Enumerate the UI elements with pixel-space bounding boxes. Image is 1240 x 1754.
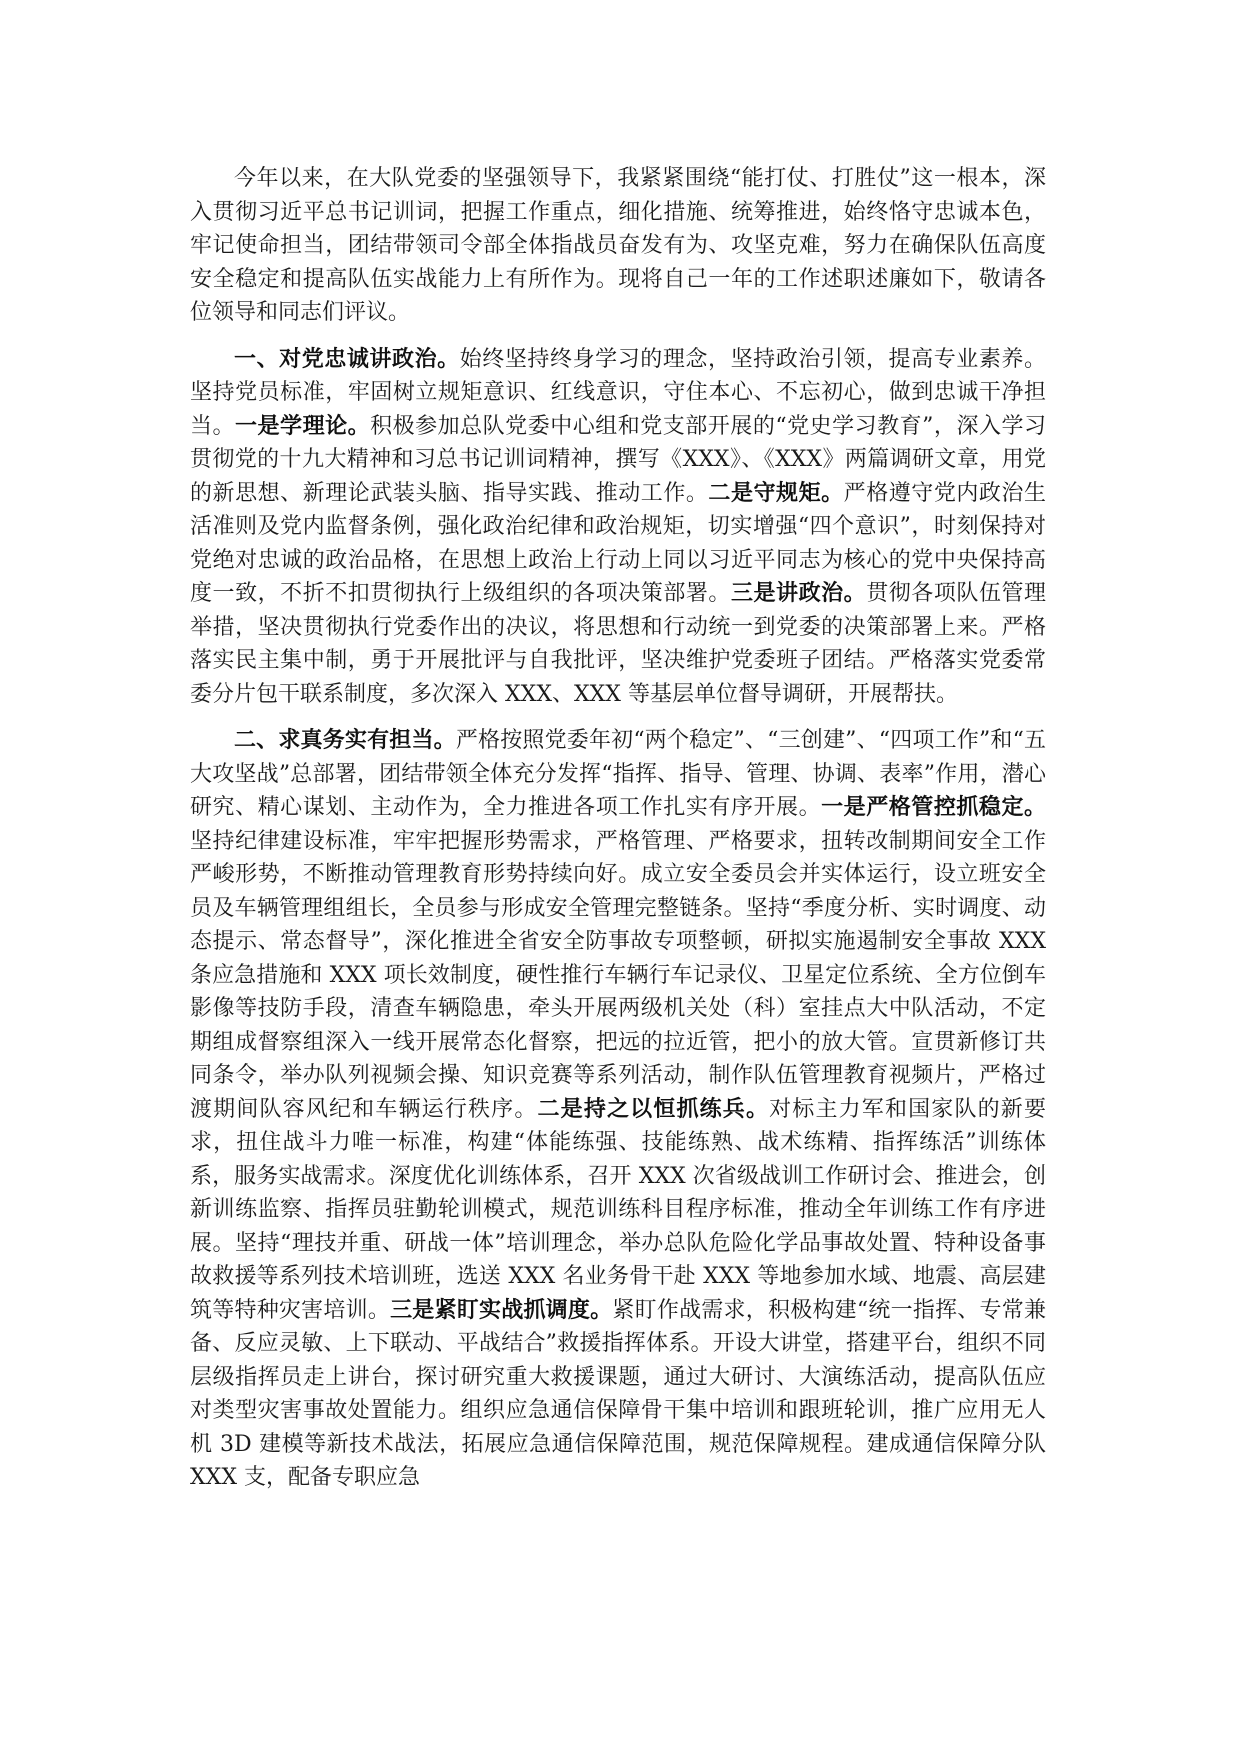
- paragraph-text: 坚持纪律建设标准，牢牢把握形势需求，严格管理、严格要求，扭转改制期间安全工作严峻形势，不断推动管理教育形势持续向好。成立安全委员会并实体运行，设立班安全员及车辆管理组组长，全员参与形成安全管理完整链条。坚持“季度分析、实时调度、动态提示、常态督导”，深化推进全省安全防事故专项整顿，研拟实施遏制安全事故 XXX 条应急措施和 XXX 项长效制度，硬性推行车辆行车记录仪、卫星定位系统、全方位倒车影像等技防手段，清查车辆隐患，牵头开展两级机关处（科）室挂点大中队活动，不定期组成督察组深入一线开展常态化督察，把远的拉近管，把小的放大管。宣贯新修订共同条令，举办队列视频会操、知识竞赛等系列活动，制作队伍管理教育视频片，严格过渡期间队容风纪和车辆运行秩序。: [190, 828, 1046, 1122]
- paragraph-text: 对标主力军和国家队的新要求，扭住战斗力唯一标准，构建“体能练强、技能练熟、战术练精、指挥练活”训练体系，服务实战需求。深度优化训练体系，召开 XXX 次省级战训工作研讨会、推进会，创新训练监察、指挥员驻勤轮训模式，规范训练科目程序标准，推动全年训练工作有序进展。坚持“理技并重、研战一体”培训理念，举办总队危险化学品事故处置、特种设备事故救援等系列技术培训班，选送 XXX 名业务骨干赴 XXX 等地参加水域、地震、高层建筑等特种灾害培训。: [190, 1096, 1046, 1323]
- document-body: [190, 162, 1046, 1508]
- paragraph-text: 严格遵守党内政治生活准则及党内监督条例，强化政治纪律和政治规矩，切实增强“四个意识”，时刻保持对党绝对忠诚的政治品格，在思想上政治上行动上同以习近平同志为核心的党中央保持高度一致，不折不扣贯彻执行上级组织的各项决策部署。: [190, 480, 1046, 606]
- section-heading: 一、对党忠诚讲政治。: [234, 345, 460, 372]
- paragraph-text: 积极参加总队党委中心组和党支部开展的“党史学习教育”，深入学习贯彻党的十九大精神和习总书记训词精神，撰写《XXX》、《XXX》两篇调研文章，用党的新思想、新理论武装头脑、指导实践、推动工作。: [190, 413, 1046, 506]
- sub-point-heading: 三是讲政治。: [730, 580, 867, 606]
- section-two-paragraph: [190, 724, 1046, 1495]
- intro-paragraph: [190, 162, 1046, 330]
- section-one-paragraph: [190, 343, 1046, 712]
- paragraph-text: 今年以来，在大队党委的坚强领导下，我紧紧围绕“能打仗、打胜仗”这一根本，深入贯彻习近平总书记训词，把握工作重点，细化措施、统筹推进，始终恪守忠诚本色，牢记使命担当，团结带领司令部全体指战员奋发有为、攻坚克难，努力在确保队伍高度安全稳定和提高队伍实战能力上有所作为。现将自己一年的工作述职述廉如下，敬请各位领导和同志们评议。: [190, 166, 1046, 325]
- section-heading: 二、求真务实有担当。: [234, 727, 456, 753]
- sub-point-heading: 二是守规矩。: [708, 479, 844, 506]
- sub-point-heading: 一是学理论。: [235, 412, 371, 439]
- paragraph-text: 紧盯作战需求，积极构建“统一指挥、专常兼备、反应灵敏、上下联动、平战结合”救援指挥体系。开设大讲堂，搭建平台，组织不同层级指挥员走上讲台，探讨研究重大救援课题，通过大研讨、大演练活动，提高队伍应对类型灾害事故处置能力。组织应急通信保障骨干集中培训和跟班轮训，推广应用无人机 3D 建模等新技术战法，拓展应急通信保障范围，规范保障规程。建成通信保障分队 XXX 支，配备专职应急: [190, 1297, 1046, 1490]
- paragraph-text: 严格按照党委年初“两个稳定”、“三创建”、“四项工作”和“五大攻坚战”总部署，团结带领全体充分发挥“指挥、指导、管理、协调、表率”作用，潜心研究、精心谋划、主动作为，全力推进各项工作扎实有序开展。: [190, 728, 1046, 820]
- paragraph-text: 始终坚持终身学习的理念，坚持政治引领，提高专业素养。坚持党员标准，牢固树立规矩意识、红线意识，守住本心、不忘初心，做到忠诚干净担当。: [190, 346, 1046, 439]
- sub-point-heading: 三是紧盯实战抓调度。: [390, 1296, 613, 1323]
- sub-point-heading: 一是严格管控抓稳定。: [821, 794, 1046, 820]
- sub-point-heading: 二是持之以恒抓练兵。: [537, 1095, 770, 1122]
- paragraph-text: 贯彻各项队伍管理举措，坚决贯彻执行党委作出的决议，将思想和行动统一到党委的决策部署上来。严格落实民主集中制，勇于开展批评与自我批评，坚决维护党委班子团结。严格落实党委常委分片包干联系制度，多次深入 XXX、XXX 等基层单位督导调研，开展帮扶。: [190, 581, 1046, 707]
